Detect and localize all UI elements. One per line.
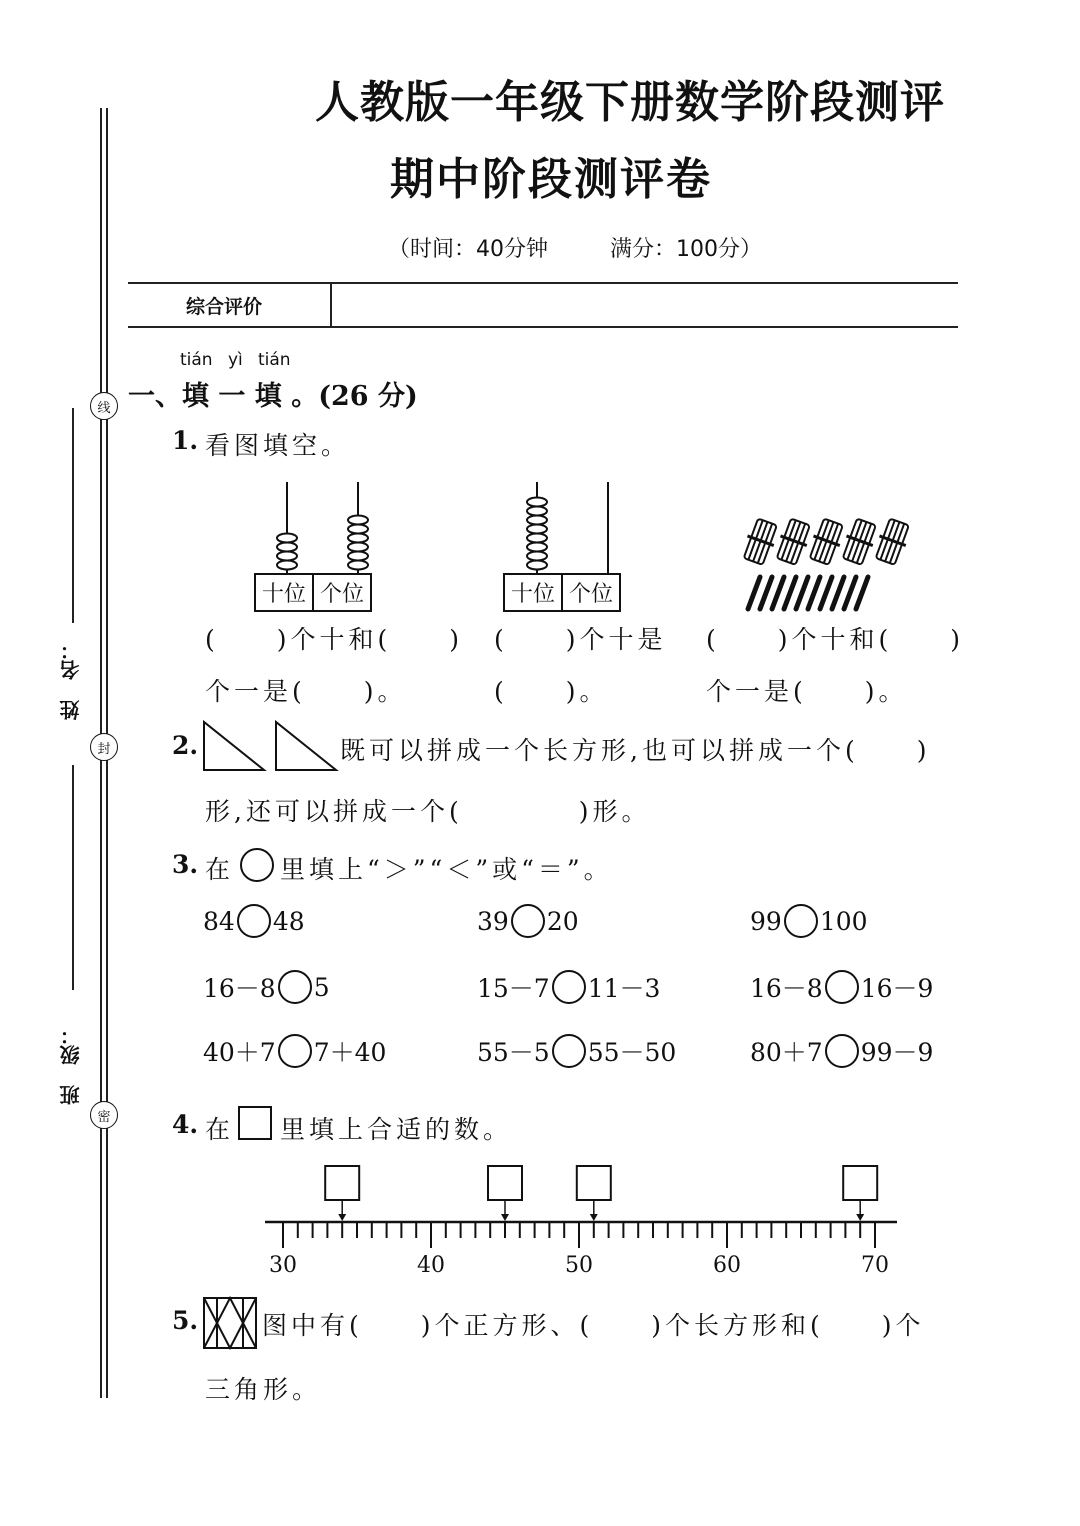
comparison-right-expr: 48: [272, 906, 305, 936]
pv-b-tens-label: 十位: [511, 582, 556, 607]
comparison-answer-circle[interactable]: [825, 970, 859, 1004]
q3-prefix: 在: [205, 855, 235, 884]
abacus-a-ones-beads: [348, 516, 368, 570]
name-label: 姓 名：: [59, 640, 83, 720]
comparison-right-expr: 11－3: [587, 974, 661, 1003]
comparison-right-expr: 99－9: [860, 1038, 934, 1067]
eval-bottom-rule: [128, 326, 958, 328]
pinyin-yi: yì: [228, 350, 243, 370]
comparison-left-expr: 99: [750, 906, 782, 936]
comparison-item: [477, 904, 579, 938]
q5-line2: 三角形。: [205, 1375, 322, 1404]
q2-line1[interactable]: 既可以拼成一个长方形,也可以拼成一个( ): [340, 736, 931, 765]
q1-a-answer-line1[interactable]: ( )个十和( ): [205, 625, 464, 654]
class-underline: [72, 765, 74, 990]
q1-c-answer-line2[interactable]: 个一是( )。: [706, 677, 908, 706]
comparison-right-expr: 16－9: [860, 974, 934, 1003]
comparison-answer-circle[interactable]: [552, 1034, 586, 1068]
section-title: 一、填 一 填 。(26 分): [128, 381, 418, 412]
comparison-left-expr: 84: [203, 906, 235, 936]
pv-b-ones-label: 个位: [561, 575, 619, 610]
q1-b-answer-line1[interactable]: ( )个十是: [494, 625, 667, 654]
time-info: （时间：40分钟: [388, 237, 548, 262]
seal-mark-seal: 封: [90, 733, 118, 761]
comparison-item: [750, 969, 933, 1005]
comparison-answer-circle[interactable]: [825, 1034, 859, 1068]
pointer-arrowhead: [501, 1214, 509, 1221]
eval-divider: [330, 282, 332, 327]
q4-number-line: [255, 1160, 915, 1285]
title-line2: 期中阶段测评卷: [390, 154, 712, 205]
axis-label: 70: [861, 1253, 889, 1278]
pointer-arrowhead: [338, 1214, 346, 1221]
abacus-a-tens-beads: [277, 534, 297, 570]
comparison-left-expr: 40＋7: [203, 1038, 276, 1067]
abacus-b-tens-beads: [527, 498, 547, 570]
name-underline: [72, 408, 74, 623]
comparison-answer-circle[interactable]: [784, 904, 818, 938]
q1-sticks-picture: [738, 515, 918, 615]
q4-instruction: 里填上合适的数。: [280, 1115, 513, 1144]
comparison-item: [203, 969, 330, 1005]
eval-top-rule: [128, 282, 958, 284]
title-line1: 人教版一年级下册数学阶段测评: [315, 77, 945, 128]
comparison-item: [750, 904, 868, 938]
triangle-1: [204, 722, 264, 770]
comparison-answer-circle[interactable]: [511, 904, 545, 938]
q1-abacus-a: [250, 478, 400, 574]
comparison-answer-circle[interactable]: [278, 970, 312, 1004]
comparison-right-expr: 55－50: [587, 1038, 677, 1067]
axis-label: 30: [269, 1253, 297, 1278]
q5-figure: [202, 1296, 258, 1350]
comparison-right-expr: 7＋40: [313, 1038, 387, 1067]
q3-number: 3.: [172, 850, 199, 879]
axis-label: 40: [417, 1253, 445, 1278]
q2-triangles: [200, 718, 340, 774]
eval-label: 综合评价: [186, 296, 263, 318]
axis-label: 50: [565, 1253, 593, 1278]
q3-circle-icon: [240, 848, 274, 882]
comparison-item: [477, 969, 660, 1005]
comparison-left-expr: 16－8: [203, 974, 276, 1003]
q5-number: 5.: [172, 1306, 199, 1335]
pointer-arrowhead: [856, 1214, 864, 1221]
comparison-answer-circle[interactable]: [237, 904, 271, 938]
axis-label: 60: [713, 1253, 741, 1278]
q4-prefix: 在: [205, 1115, 235, 1144]
comparison-answer-circle[interactable]: [552, 970, 586, 1004]
answer-box: [843, 1166, 877, 1200]
comparison-left-expr: 15－7: [477, 974, 550, 1003]
triangle-2: [276, 722, 336, 770]
comparison-answer-circle[interactable]: [278, 1034, 312, 1068]
q1-c-answer-line1[interactable]: ( )个十和( ): [706, 625, 965, 654]
q4-number: 4.: [172, 1110, 199, 1139]
comparison-item: [477, 1033, 676, 1069]
seal-mark-secret: 密: [90, 1101, 118, 1129]
q1-abacus-b: [500, 478, 650, 574]
q1-text: 看图填空。: [205, 431, 351, 460]
q1-place-value-b: [503, 573, 621, 612]
q4-box-icon: [238, 1106, 272, 1140]
class-label: 班 级：: [59, 1025, 83, 1105]
comparison-right-expr: 5: [313, 972, 330, 1002]
q2-line2[interactable]: 形,还可以拼成一个( )形。: [205, 797, 651, 826]
answer-box: [577, 1166, 611, 1200]
answer-box: [325, 1166, 359, 1200]
answer-box: [488, 1166, 522, 1200]
comparison-item: [750, 1033, 933, 1069]
q5-line1[interactable]: 图中有( )个正方形、( )个长方形和( )个: [262, 1311, 925, 1340]
q2-number: 2.: [172, 731, 199, 760]
q3-instruction: 里填上“＞”“＜”或“＝”。: [280, 855, 613, 884]
q1-number: 1.: [172, 426, 199, 455]
pv-a-ones-label: 个位: [312, 575, 370, 610]
q5-outer-square: [204, 1298, 256, 1348]
single-sticks: [748, 577, 868, 609]
eval-score-field[interactable]: [334, 286, 956, 324]
comparison-item: [203, 904, 305, 938]
seal-mark-line: 线: [90, 392, 118, 420]
pinyin-tian-1: tián: [180, 350, 213, 370]
q1-place-value-a: [254, 573, 372, 612]
stick-bundles: [740, 517, 913, 566]
comparison-left-expr: 16－8: [750, 974, 823, 1003]
comparison-right-expr: 20: [546, 906, 579, 936]
comparison-left-expr: 55－5: [477, 1038, 550, 1067]
comparison-item: [203, 1033, 386, 1069]
score-info: 满分：100分）: [610, 237, 762, 262]
comparison-right-expr: 100: [819, 906, 868, 936]
pinyin-tian-2: tián: [258, 350, 291, 370]
comparison-left-expr: 39: [477, 906, 509, 936]
q1-a-answer-line2[interactable]: 个一是( )。: [205, 677, 407, 706]
comparison-left-expr: 80＋7: [750, 1038, 823, 1067]
pointer-arrowhead: [590, 1214, 598, 1221]
q1-b-answer-line2[interactable]: ( )。: [494, 677, 609, 706]
pv-a-tens-label: 十位: [262, 582, 307, 607]
